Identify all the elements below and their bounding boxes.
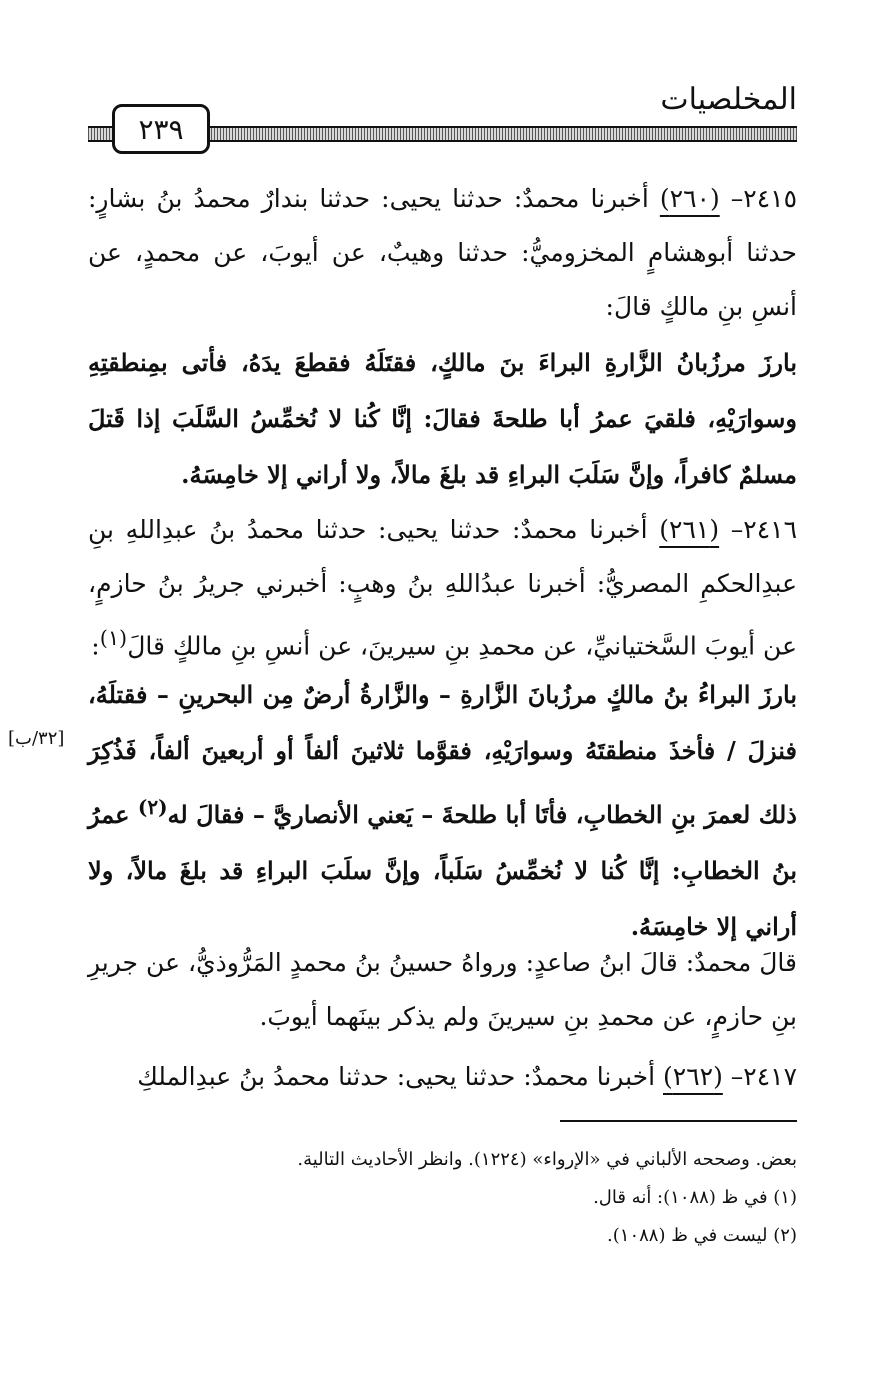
- note-paragraph: قالَ محمدٌ: قالَ ابنُ صاعدٍ: ورواهُ حسينُ بنُ محمدٍ المَرُّوذيُّ، عن جريرِ بنِ حازمٍ، عن محمدِ بنِ سيرينَ ولم يذكر بينَهما أيوبَ.: [88, 948, 797, 1031]
- page-number: ٢٣٩: [138, 112, 184, 146]
- hadith-sub-number: (٢٦١): [659, 515, 720, 544]
- hadith-2417-isnad: [88, 1050, 797, 1104]
- hadith-sub-number: (٢٦٠): [659, 184, 720, 213]
- hadith-2415-isnad: [88, 172, 797, 334]
- isnad-text: أخبرنا محمدٌ: حدثنا يحيى: حدثنا محمدُ بنُ عبدِالملكِ: [137, 1062, 656, 1091]
- matn-text-part2: عمرُ بنُ الخطابِ: إنَّا كُنا لا نُخمِّسُ سَلَباً، وإنَّ سلَبَ البراءِ قد بلغَ مالاً، ولا أراني إلا خامِسَهُ.: [88, 800, 798, 941]
- page-number-box: [112, 104, 210, 154]
- footnote-1: (١) في ظ (١٠٨٨): أنه قال.: [593, 1187, 797, 1208]
- matn-text: بارزَ مرزُبانُ الزَّارةِ البراءَ بنَ مالكٍ، فقتَلَهُ فقطعَ يدَهُ، فأتى بمِنطقتِهِ وسوارَيْهِ، فلقيَ عمرُ أبا طلحةَ فقالَ: إنَّا كُنا لا نُخمِّسُ السَّلَبَ إذا قَتلَ مسلمٌ كافراً، وإنَّ سَلَبَ البراءِ قد بلغَ مالاً، ولا أراني إلا خامِسَهُ.: [88, 348, 797, 489]
- hadith-number: ٢٤١٦–: [730, 515, 798, 544]
- manuscript-folio-note: [٣٢/ب]: [8, 728, 65, 749]
- isnad-text: أخبرنا محمدٌ: حدثنا يحيى: حدثنا محمدُ بنُ عبدِاللهِ بنِ عبدِالحكمِ المصريُّ: أخبرنا عبدُاللهِ بنُ وهبٍ: أخبرني جريرُ بنُ حازمٍ، عن أيوبَ السَّختيانيِّ، عن محمدِ بنِ سيرينَ، عن أنسِ بنِ مالكٍ قالَ: [88, 515, 797, 661]
- hadith-number: ٢٤١٥–: [730, 184, 797, 213]
- footnote-mark: (٢): [137, 795, 168, 819]
- isnad-text: أخبرنا محمدٌ: حدثنا يحيى: حدثنا بندارٌ محمدُ بنُ بشارٍ: حدثنا أبوهشامٍ المخزوميُّ: حدثنا وهيبٌ، عن أيوبَ، عن محمدٍ، عن أنسِ بنِ مالكٍ قالَ:: [88, 184, 797, 321]
- hadith-2415-matn: [88, 335, 797, 503]
- hadith-2416-isnad: ٢٤١٦– (٢٦١) أخبرنا محمدٌ: حدثنا يحيى: حدثنا محمدُ بنُ عبدِاللهِ بنِ عبدِالحكمِ المصريُّ: أخبرنا عبدُاللهِ بنُ وهبٍ: أخبرني جريرُ بنُ حازمٍ، عن أيوبَ السَّختيانيِّ، عن محمدِ بنِ سيرينَ، عن أنسِ بنِ مالكٍ قالَ$^{(١)}$:: [88, 515, 798, 661]
- running-header-title: المخلصيات: [660, 82, 797, 117]
- footnote-2: (٢) ليست في ظ (١٠٨٨).: [607, 1225, 797, 1246]
- footnote-mark: (١): [99, 626, 128, 650]
- hadith-sub-number: (٢٦٢): [663, 1062, 723, 1091]
- footnote-rule: [560, 1120, 797, 1122]
- matn-text-part1: بارزَ البراءُ بنُ مالكٍ مرزُبانَ الزَّارةِ – والزَّارةُ أرضٌ مِن البحرينِ – فقتلَهُ، فنزلَ / فأخذَ منطقتَهُ وسوارَيْهِ، فقوَّما ثلاثينَ ألفاً أو أربعينَ ألفاً، فَذُكِرَ ذلك لعمرَ بنِ الخطابِ، فأتَا أبا طلحةَ – يَعني الأنصاريَّ – فقالَ له: [88, 680, 797, 829]
- hadith-2416-matn: [88, 667, 797, 955]
- footnote-continuation: بعض. وصححه الألباني في «الإرواء» (١٢٢٤). وانظر الأحاديث التالية.: [297, 1149, 797, 1170]
- hadith-number: ٢٤١٧–: [730, 1062, 797, 1091]
